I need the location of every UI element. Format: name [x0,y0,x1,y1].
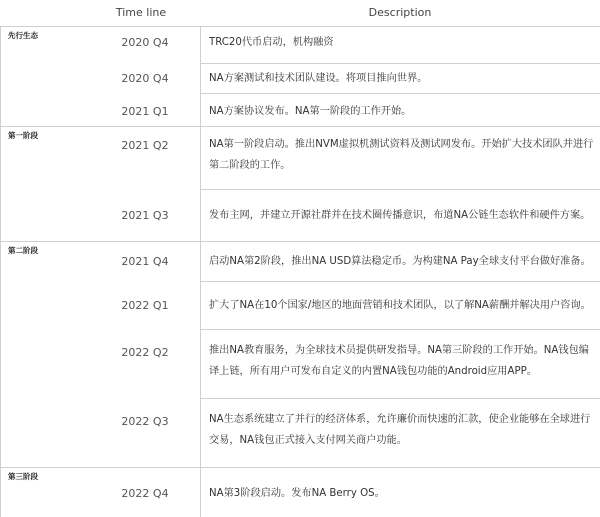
column-divider [0,26,1,517]
row-time: 2021 Q3 [121,209,169,222]
phase-label-stage-2: 第二阶段 [8,246,38,255]
phase-label-pre-ecosystem: 先行生态 [8,31,38,40]
row-time: 2021 Q1 [121,105,169,118]
row-description: 启动NA第2阶段，推出NA USD算法稳定币。为构建NA Pay全球支付平台做好准备。 [209,256,591,267]
row-description: NA第一阶段启动。推出NVM虚拟机测试资料及测试网发布。开始扩大技术团队并进行第二阶段的工作。 [209,139,594,171]
column-divider [200,26,201,517]
phase-label-stage-1: 第一阶段 [8,131,38,140]
row-divider [0,467,600,468]
row-time: 2020 Q4 [121,72,169,85]
row-description: 扩大了NA在10个国家/地区的地面营销和技术团队，以了解NA薪酬并解决用户咨询。 [209,300,591,311]
row-description: NA方案测试和技术团队建设。将项目推向世界。 [209,73,428,84]
row-description: NA方案协议发布。NA第一阶段的工作开始。 [209,106,412,117]
row-divider [200,281,600,282]
row-description: 推出NA教育服务，为全球技术员提供研发指导。NA第三阶段的工作开始。NA钱包编译上链，所有用户可发布自定义的内置NA钱包功能的Android应用APP。 [209,345,589,377]
row-time: 2021 Q4 [121,255,169,268]
phase-label-stage-3: 第三阶段 [8,472,38,481]
row-description: 发布主网，并建立开源社群并在技术圈传播意识，布道NA公链生态软件和硬件方案。 [209,210,591,221]
row-divider [200,329,600,330]
description-column-header: Description [368,6,432,19]
table-header [0,0,600,26]
row-divider [0,241,600,242]
timeline-column-header: Time line [115,6,167,19]
row-divider [0,26,600,27]
row-divider [200,63,600,64]
row-divider [0,126,600,127]
row-time: 2022 Q2 [121,346,169,359]
row-time: 2022 Q1 [121,299,169,312]
row-time: 2020 Q4 [121,36,169,49]
row-divider [200,398,600,399]
row-time: 2021 Q2 [121,139,169,152]
row-description: TRC20代币启动，机构融资 [209,37,334,48]
row-time: 2022 Q3 [121,415,169,428]
row-time: 2022 Q4 [121,487,169,500]
row-description: NA生态系统建立了并行的经济体系，允许廉价而快速的汇款，使企业能够在全球进行交易，NA钱包正式接入支付网关商户功能。 [209,414,591,446]
row-description: NA第3阶段启动。发布NA Berry OS。 [209,488,385,499]
row-divider [200,93,600,94]
row-divider [200,189,600,190]
